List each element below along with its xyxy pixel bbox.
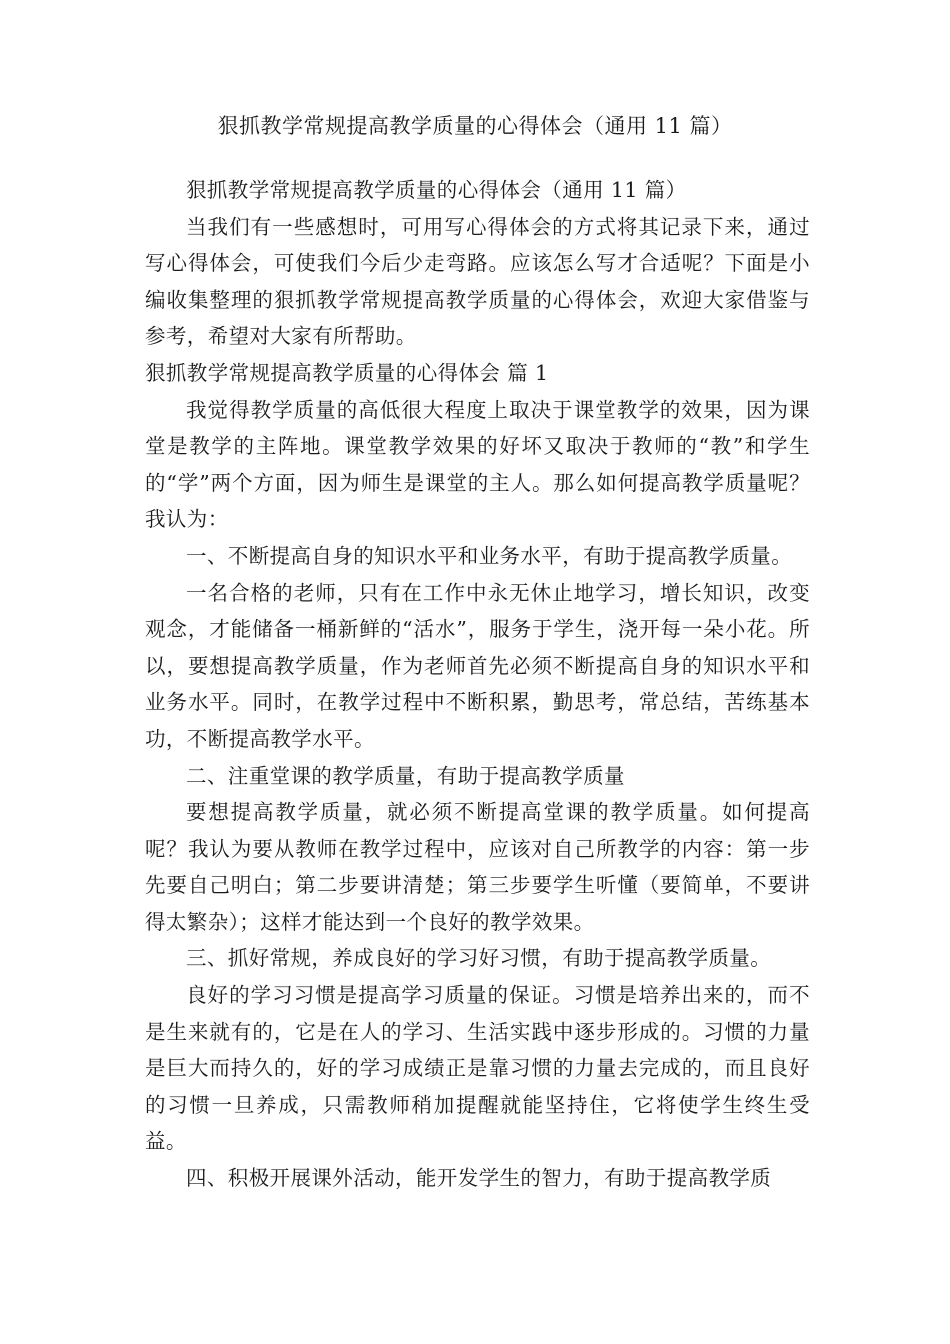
point-heading-1: 一、不断提高自身的知识水平和业务水平，有助于提高教学质量。 <box>186 543 793 568</box>
section-heading-1: 狠抓教学常规提高教学质量的心得体会 篇 1 <box>145 360 549 385</box>
document-subtitle: 狠抓教学常规提高教学质量的心得体会（通用 11 篇） <box>186 178 687 202</box>
point-heading-2: 二、注重堂课的教学质量，有助于提高教学质量 <box>186 763 625 788</box>
body-paragraph: 要想提高教学质量，就必须不断提高堂课的教学质量。如何提高呢？我认为要从教师在教学过程中，应该对自己所教学的内容：第一步先要自己明白；第二步要讲清楚；第三步要学生听懂（要简单，不要讲得太繁杂）；这样才能达到一个良好的教学效果。 <box>145 800 810 934</box>
point-heading-3: 三、抓好常规，养成良好的学习好习惯，有助于提高教学质量。 <box>186 946 772 971</box>
document-title: 狠抓教学常规提高教学质量的心得体会（通用 11 篇） <box>217 114 733 138</box>
body-paragraph: 良好的学习习惯是提高学习质量的保证。习惯是培养出来的，而不是生来就有的，它是在人的学习、生活实践中逐步形成的。习惯的力量是巨大而持久的，好的学习成绩正是靠习惯的力量去完成的，而且良好的习惯一旦养成，只需教师稍加提醒就能坚持住，它将使学生终生受益。 <box>145 983 810 1154</box>
body-paragraph: 我觉得教学质量的高低很大程度上取决于课堂教学的效果，因为课堂是教学的主阵地。课堂教学效果的好坏又取决于教师的“教”和学生的“学”两个方面，因为师生是课堂的主人。那么如何提高教学质量呢？我认为： <box>145 397 810 532</box>
body-paragraph: 一名合格的老师，只有在工作中永无休止地学习，增长知识，改变观念，才能储备一桶新鲜的“活水”，服务于学生，浇开每一朵小花。所以，要想提高教学质量，作为老师首先必须不断提高自身的知识水平和业务水平。同时，在教学过程中不断积累，勤思考，常总结，苦练基本功，不断提高教学水平。 <box>145 580 810 751</box>
intro-paragraph: 当我们有一些感想时，可用写心得体会的方式将其记录下来，通过写心得体会，可使我们今后少走弯路。应该怎么写才合适呢？下面是小编收集整理的狠抓教学常规提高教学质量的心得体会，欢迎大家借鉴与参考，希望对大家有所帮助。 <box>145 214 810 349</box>
point-heading-4: 四、积极开展课外活动，能开发学生的智力，有助于提高教学质 <box>186 1166 772 1191</box>
document-body <box>145 172 810 1197</box>
